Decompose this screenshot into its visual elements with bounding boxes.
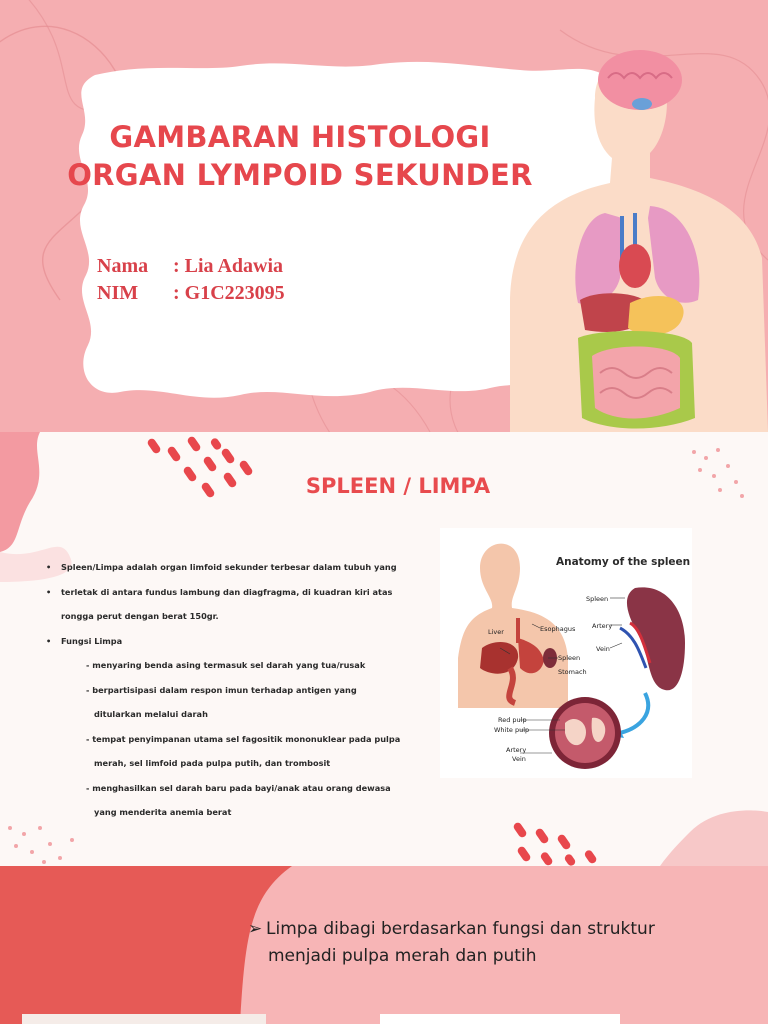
name-label: Nama: [97, 255, 149, 277]
pulp-division-slide: [0, 866, 768, 1024]
point-line-2: menjadi pulpa merah dan putih: [268, 946, 537, 966]
function-item-2-line-1: - berpartisipasi dalam respon imun terhadap antigen yang: [86, 684, 357, 695]
label-artery: Artery: [592, 622, 613, 630]
slide-title: SPLEEN / LIMPA: [305, 474, 491, 498]
definition-text-2: terletak di antara fundus lambung dan diagfragma, di kuadran kiri atas: [61, 586, 393, 597]
function-item-3-line-2: merah, sel limfoid pada pulpa putih, dan trombosit: [94, 758, 331, 768]
spleen-description-list: [44, 555, 444, 825]
title-slide: [0, 0, 768, 432]
label-liver: Liver: [488, 628, 504, 636]
label-white-pulp: White pulp: [494, 726, 530, 734]
student-id-row: [97, 282, 285, 305]
presentation-title: [60, 118, 540, 194]
bullet-functions-heading: • Fungsi Limpa: [44, 629, 444, 654]
student-id-value: : G1C223095: [173, 282, 285, 304]
arrow-bullet-icon: ➢: [248, 919, 263, 939]
label-spleen: Spleen: [586, 595, 609, 603]
function-item-3-line-1: - tempat penyimpanan utama sel fagositik mononuklear pada pulpa: [86, 733, 401, 744]
function-item-2-line-2: ditularkan melalui darah: [94, 709, 208, 719]
bullet-definition-line-3: rongga perut dengan berat 150gr.: [61, 611, 219, 621]
stock-watermark: iStock: [596, 688, 621, 696]
student-id-label: NIM: [97, 282, 139, 304]
label-vein: Vein: [596, 645, 610, 653]
name-value: : Lia Adawia: [173, 255, 284, 277]
name-row: [97, 255, 283, 278]
function-item-1: - menyaring benda asing termasuk sel darah yang tua/rusak: [86, 660, 366, 670]
spleen-anatomy-figure: [440, 528, 692, 778]
title-line-2: ORGAN LYMPOID SEKUNDER: [67, 158, 533, 192]
pulp-division-point: [248, 916, 718, 970]
label-artery-2: Artery: [506, 746, 527, 754]
function-item-4-line-2: yang menderita anemia berat: [94, 807, 232, 817]
anatomy-figure-title: Anatomy of the spleen: [556, 556, 691, 568]
spleen-slide: [0, 432, 768, 866]
bullet-definition-line-2: [44, 580, 444, 605]
point-line-1: Limpa dibagi berdasarkan fungsi dan struktur: [266, 919, 655, 939]
bullet-definition-line-1: • Spleen/Limpa adalah organ limfoid sekunder terbesar dalam tubuh yang: [44, 555, 444, 580]
label-stomach: Stomach: [558, 668, 587, 676]
label-spleen-small: Spleen: [558, 654, 581, 662]
human-organs-illustration: [500, 38, 768, 432]
label-esophagus: Esophagus: [540, 625, 576, 633]
function-item-4-line-1: - menghasilkan sel darah baru pada bayi/anak atau orang dewasa: [86, 782, 391, 793]
label-vein-2: Vein: [512, 755, 526, 763]
title-line-1: GAMBARAN HISTOLOGI: [109, 120, 491, 154]
label-red-pulp: Red pulp: [498, 716, 527, 724]
